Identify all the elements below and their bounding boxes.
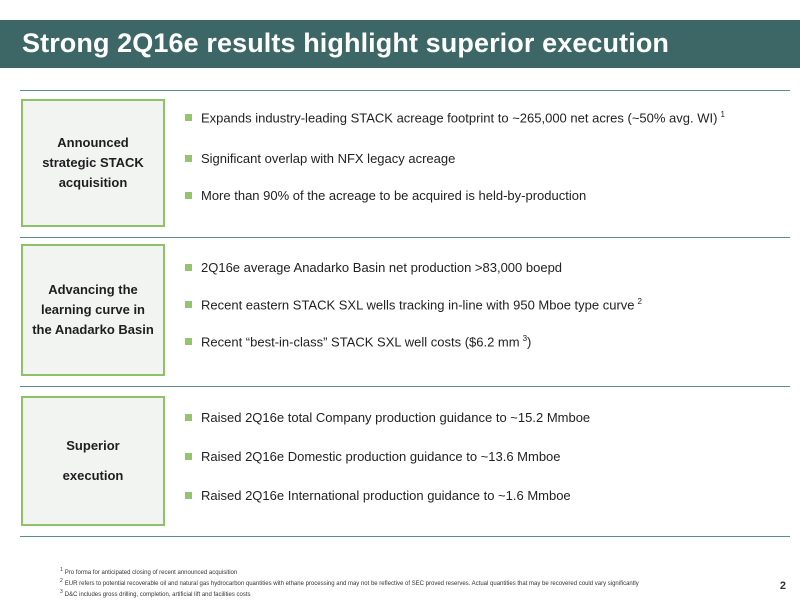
bullet-square-icon bbox=[185, 114, 192, 121]
page-title: Strong 2Q16e results highlight superior execution bbox=[22, 28, 670, 58]
section-label-text: Announced strategic STACK acquisition bbox=[42, 135, 144, 190]
bullet-item: Recent eastern STACK SXL wells tracking in-line with 950 Mboe type curve $^2$ bbox=[185, 297, 642, 312]
bullet-item: Significant overlap with NFX legacy acreage bbox=[185, 151, 455, 166]
footnotes bbox=[60, 566, 639, 599]
separator-bottom bbox=[20, 536, 790, 537]
title-bar bbox=[0, 20, 800, 68]
bullet-square-icon bbox=[185, 338, 192, 345]
separator-1 bbox=[20, 237, 790, 238]
section-label-acquisition bbox=[21, 99, 165, 227]
bullet-square-icon bbox=[185, 414, 192, 421]
separator-top bbox=[20, 90, 790, 91]
bullet-item: More than 90% of the acreage to be acquired is held-by-production bbox=[185, 188, 586, 203]
section-label-text: Advancing the learning curve in the Anadarko Basin bbox=[32, 282, 154, 337]
bullet-square-icon bbox=[185, 155, 192, 162]
page-number: 2 bbox=[779, 580, 786, 592]
bullet-item: 2Q16e average Anadarko Basin net production >83,000 boepd bbox=[185, 260, 562, 275]
bullet-square-icon bbox=[185, 192, 192, 199]
bullet-item: Raised 2Q16e International production guidance to ~1.6 Mmboe bbox=[185, 488, 571, 503]
footnote: $^3$ D&C includes gross drilling, completion, artificial lift and facilities costs bbox=[60, 589, 251, 598]
bullet-square-icon bbox=[185, 301, 192, 308]
footnote: $^2$ EUR refers to potential recoverable oil and natural gas hydrocarbon quantities with ethane processing and may not be reflective of SEC proved reserves. Actual quantities that may be recovered could vary significantly bbox=[60, 578, 639, 587]
section-label-execution bbox=[21, 396, 165, 526]
bullet-item: Recent “best-in-class” STACK SXL well costs ($6.2 mm $^3$) bbox=[185, 334, 531, 349]
section-label-anadarko bbox=[21, 244, 165, 376]
bullet-square-icon bbox=[185, 453, 192, 460]
separator-2 bbox=[20, 386, 790, 387]
bullet-item: Raised 2Q16e Domestic production guidance to ~13.6 Mmboe bbox=[185, 449, 561, 464]
bullet-item: Expands industry-leading STACK acreage footprint to ~265,000 net acres (~50% avg. WI) $^1$ bbox=[185, 110, 725, 125]
bullet-square-icon bbox=[185, 492, 192, 499]
section-label-text: Superior execution bbox=[62, 438, 124, 483]
bullet-item: Raised 2Q16e total Company production guidance to ~15.2 Mmboe bbox=[185, 410, 590, 425]
footnote: $^1$ Pro forma for anticipated closing of recent announced acquisition bbox=[60, 567, 238, 576]
bullet-square-icon bbox=[185, 264, 192, 271]
